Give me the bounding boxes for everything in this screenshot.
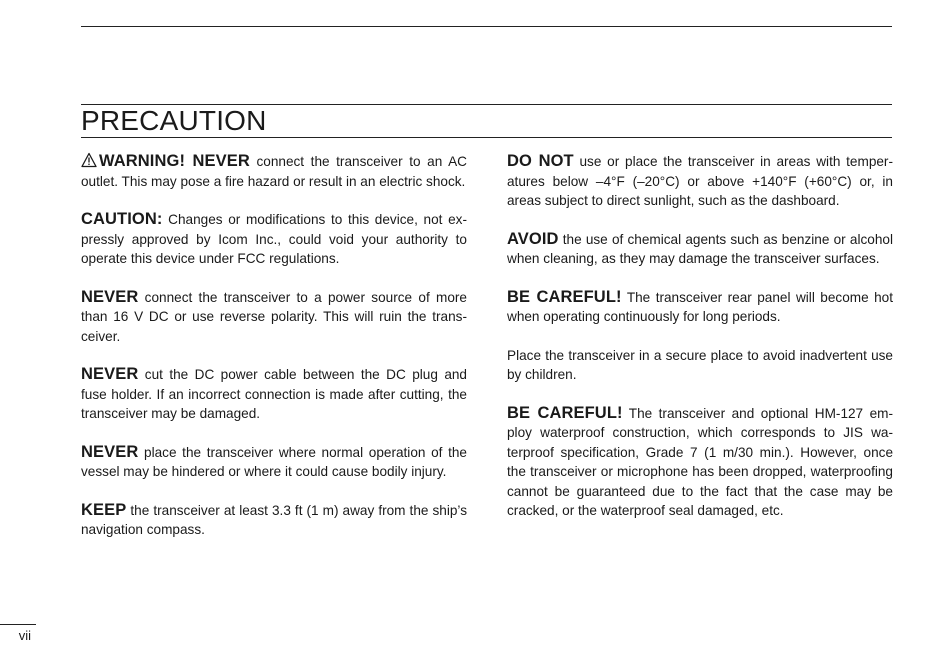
paragraph-text: connect the transceiver to a power source of more than 16 V DC or use reverse polarity. This will ruin the transceiver. [81, 289, 467, 344]
be-careful-hot-panel-paragraph [507, 288, 893, 327]
title-bar [81, 104, 892, 138]
be-careful-waterproof-paragraph [507, 404, 893, 521]
never-cut-cable-paragraph [81, 365, 467, 424]
paragraph-text: cut the DC power cable between the DC plug and fuse holder. If an incorrect connection is made after cutting, the transceiver may be damaged. [81, 367, 467, 421]
paragraph-keyword: NEVER [81, 287, 139, 306]
paragraph-text: the transceiver at least 3.3 ft (1 m) away from the ship’s navigation compass. [81, 502, 467, 537]
never-power-paragraph [81, 288, 467, 347]
paragraph-keyword: DO NOT [507, 152, 574, 170]
paragraph-text: Place the transceiver in a secure place to avoid inadvertent use by children. [507, 347, 893, 382]
caution-paragraph [81, 210, 467, 269]
paragraph-text: connect the transceiver to an AC outlet. This may pose a fire hazard or result in an electric shock. [81, 154, 467, 189]
keep-compass-paragraph [81, 501, 467, 540]
paragraph-keyword: AVOID [507, 229, 559, 248]
page-number-rule [0, 624, 36, 625]
paragraph-text: use or place the transceiver in areas with temperatures below –4°F (–20°C) or above +140°F (+60°C) or, in areas subject to direct sunlight, such as the dashboard. [507, 154, 893, 208]
right-column [507, 152, 893, 540]
left-column [81, 152, 467, 559]
avoid-chemicals-paragraph [507, 230, 893, 269]
top-rule [81, 26, 892, 27]
paragraph-keyword: NEVER [81, 365, 139, 383]
paragraph-keyword: KEEP [81, 500, 127, 519]
paragraph-keyword: WARNING! NEVER [99, 152, 250, 170]
paragraph-text: the use of chemical agents such as benzine or alcohol when cleaning, as they may damage the transceiver surfaces. [507, 231, 893, 266]
page-number: vii [18, 628, 31, 643]
do-not-temperature-paragraph [507, 152, 893, 211]
paragraph-keyword: CAUTION: [81, 210, 163, 228]
paragraph-keyword: BE CAREFUL! [507, 287, 622, 306]
paragraph-keyword: BE CAREFUL! [507, 403, 623, 422]
never-place-paragraph [81, 443, 467, 482]
paragraph-text: Changes or modifications to this device, not expressly approved by Icom Inc., could void your authority to operate this device under FCC regulations. [81, 212, 467, 266]
paragraph-text: The transceiver rear panel will become hot when operating continuously for long periods. [507, 289, 893, 324]
paragraph-text: place the transceiver where normal operation of the vessel may be hindered or where it could cause bodily injury. [81, 444, 467, 479]
secure-place-paragraph [507, 346, 893, 385]
paragraph-text: The transceiver and optional HM-127 employ waterproof construction, which corresponds to JIS waterproof specification, Grade 7 (1 m/30 min.). However, once the transceiver or microphone has been dropped, waterproofing cannot be guaranteed due to the fact that the case may be cracked, or the waterproof seal damaged, etc. [507, 405, 893, 518]
warning-paragraph [81, 152, 467, 191]
paragraph-keyword: NEVER [81, 442, 139, 461]
page-title: PRECAUTION [81, 105, 267, 136]
warning-triangle-icon [81, 152, 97, 168]
